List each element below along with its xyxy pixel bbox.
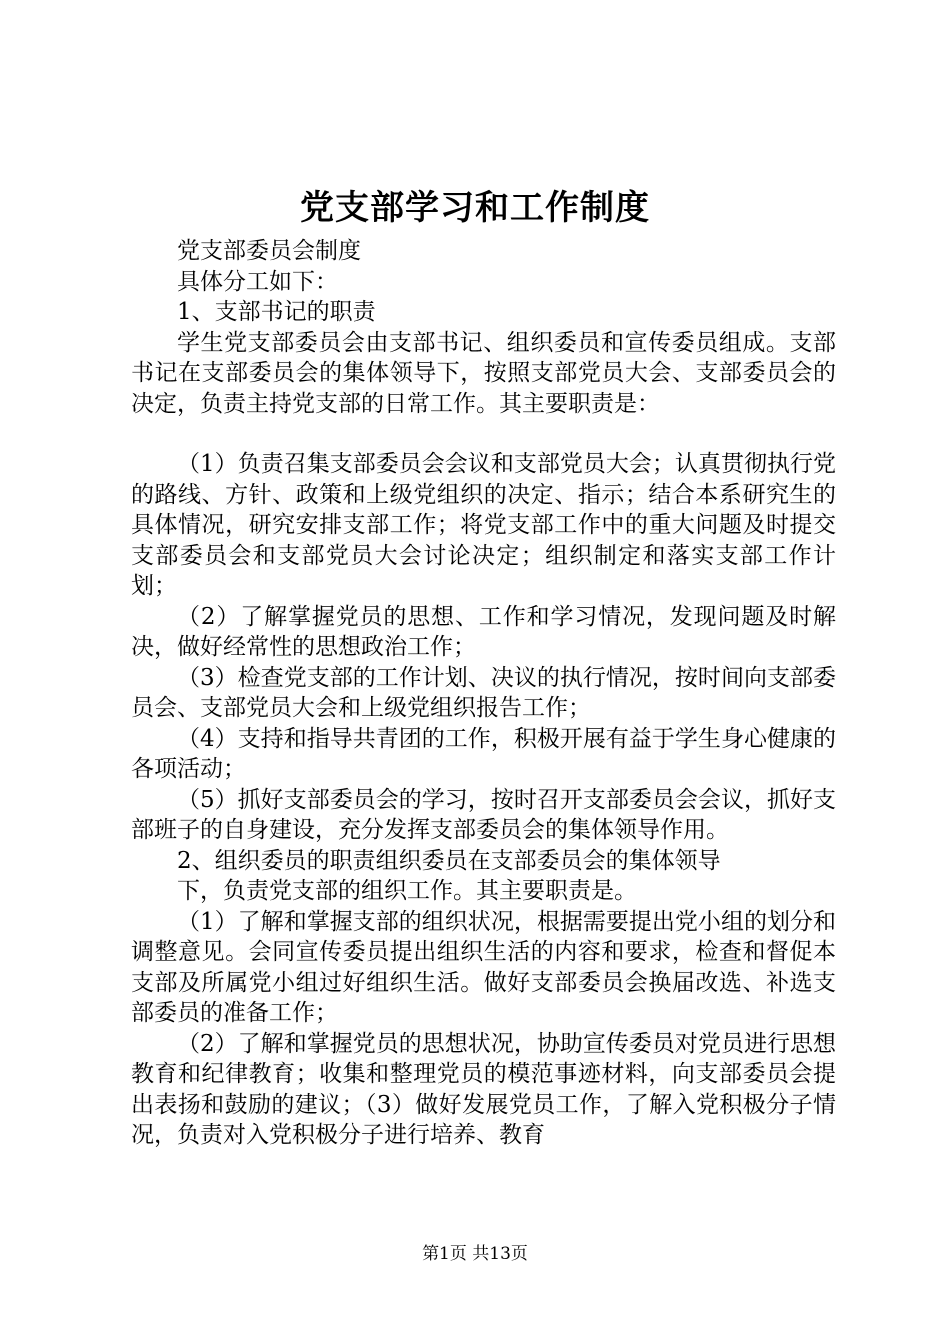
- paragraph-section-heading: 2、组织委员的职责组织委员在支部委员会的集体领导: [177, 847, 721, 874]
- paragraph-list-item: （3）检查党支部的工作计划、决议的执行情况，按时间向支部委员会、支部党员大会和上级党组织报告工作；: [131, 664, 836, 721]
- paragraph-list-item: （5）抓好支部委员会的学习，按时召开支部委员会会议，抓好支部班子的自身建设，充分发挥支部委员会的集体领导作用。: [131, 786, 836, 843]
- paragraph-section-heading: 1、支部书记的职责: [177, 299, 376, 325]
- paragraph: 具体分工如下：: [177, 268, 338, 295]
- paragraph: 学生党支部委员会由支部书记、组织委员和宣传委员组成。支部书记在支部委员会的集体领导下，按照支部党员大会、支部委员会的决定，负责主持党支部的日常工作。其主要职责是：: [131, 329, 836, 417]
- paragraph-list-item: （2）了解掌握党员的思想、工作和学习情况，发现问题及时解决，做好经常性的思想政治工作；: [131, 603, 836, 660]
- paragraph-heading: 党支部委员会制度: [177, 238, 361, 264]
- paragraph-list-item: （1）负责召集支部委员会会议和支部党员大会；认真贯彻执行党的路线、方针、政策和上级党组织的决定、指示；结合本系研究生的具体情况，研究安排支部工作；将党支部工作中的重大问题及时提交支部委员会和支部党员大会讨论决定；组织制定和落实支部工作计划；: [131, 451, 836, 599]
- page-footer: 第1页 共13页: [422, 1244, 528, 1264]
- document-body: [131, 236, 836, 1151]
- document-title: 党支部学习和工作制度: [300, 188, 650, 228]
- paragraph-list-item: （1）了解和掌握支部的组织状况，根据需要提出党小组的划分和调整意见。会同宣传委员提出组织生活的内容和要求，检查和督促本支部及所属党小组过好组织生活。做好支部委员会换届改选、补选支部委员的准备工作；: [131, 908, 836, 1026]
- paragraph-list-item: （4）支持和指导共青团的工作，积极开展有益于学生身心健康的各项活动；: [131, 725, 836, 782]
- paragraph-list-item: （2）了解和掌握党员的思想状况，协助宣传委员对党员进行思想教育和纪律教育；收集和整理党员的模范事迹材料，向支部委员会提出表扬和鼓励的建议；（3）做好发展党员工作，了解入党积极分子情况，负责对入党积极分子进行培养、教育: [131, 1030, 836, 1148]
- paragraph: 下，负责党支部的组织工作。其主要职责是。: [177, 878, 637, 904]
